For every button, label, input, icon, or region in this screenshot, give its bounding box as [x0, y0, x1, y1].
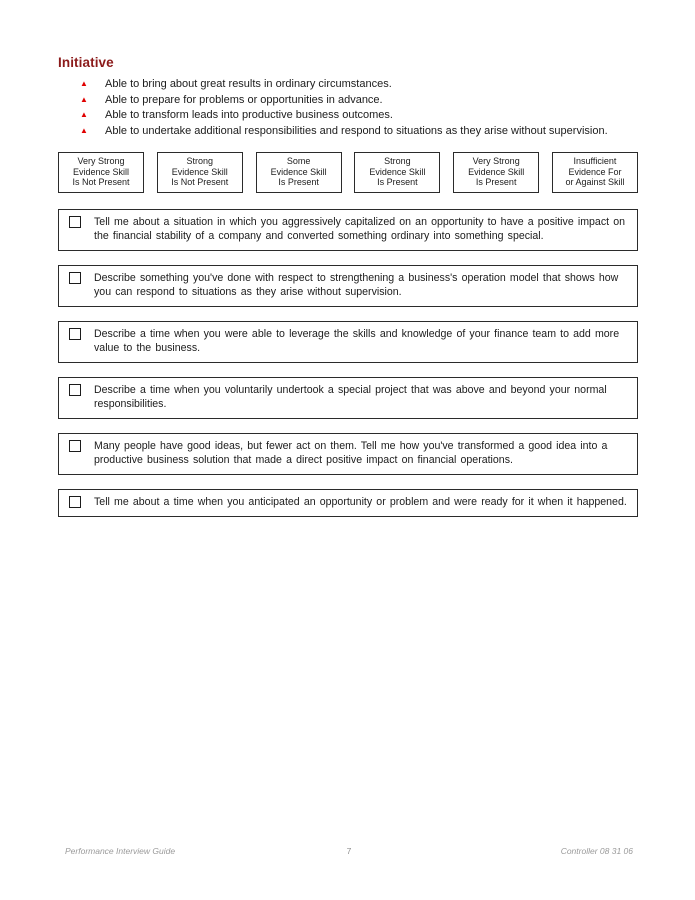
- question-box: [58, 209, 638, 251]
- checkbox-icon[interactable]: [69, 440, 81, 452]
- rating-box-line: Is Not Present: [171, 177, 229, 187]
- question-text: Tell me about a situation in which you aggressively capitalized on an opportunity to have a positive impact on the financial stability of a company and converted something ordinary into something special.: [94, 215, 625, 242]
- question-box: [58, 489, 638, 517]
- list-item: [58, 124, 638, 139]
- rating-box-line: Very Strong: [77, 156, 125, 166]
- rating-box-line: Is Not Present: [72, 177, 130, 187]
- checkbox-icon[interactable]: [69, 328, 81, 340]
- bullet-text: Able to bring about great results in ordinary circumstances.: [105, 78, 392, 90]
- rating-box-line: Evidence Skill: [270, 166, 327, 177]
- rating-box-line: Is Present: [475, 177, 517, 187]
- footer-doc-title: Performance Interview Guide: [65, 846, 176, 856]
- triangle-bullet-icon: ▲: [80, 94, 88, 104]
- rating-box-very-strong-not-present: [58, 152, 144, 193]
- rating-box-line: or Against Skill: [565, 177, 625, 187]
- rating-box-insufficient-evidence: [552, 152, 638, 193]
- page-content: [58, 55, 638, 531]
- rating-box-line: Strong: [186, 156, 214, 166]
- page-footer: [65, 846, 633, 856]
- rating-box-line: Is Present: [377, 177, 418, 187]
- triangle-bullet-icon: ▲: [80, 79, 88, 88]
- question-box: [58, 377, 638, 419]
- checkbox-icon[interactable]: [69, 384, 81, 396]
- rating-box-line: Evidence Skill: [369, 166, 426, 177]
- rating-box-line: Evidence Skill: [72, 166, 130, 177]
- rating-box-line: Is Present: [278, 177, 319, 187]
- rating-box-line: Evidence For: [568, 166, 622, 177]
- rating-box-strong-present: [354, 152, 440, 193]
- rating-scale-row: [58, 152, 638, 193]
- bullet-text: Able to transform leads into productive business outcomes.: [105, 109, 393, 121]
- rating-box-some-present: [256, 152, 342, 193]
- triangle-bullet-icon: ▲: [80, 110, 88, 119]
- rating-box-line: Evidence Skill: [468, 166, 525, 177]
- question-text: Describe a time when you were able to leverage the skills and knowledge of your finance team to add more value to the business.: [94, 327, 620, 354]
- rating-box-line: Evidence Skill: [171, 166, 228, 177]
- list-item: [58, 108, 638, 123]
- rating-box-very-strong-present: [453, 152, 539, 193]
- rating-box-line: Strong: [384, 156, 411, 166]
- rating-box-line: Some: [286, 156, 311, 166]
- bullet-list: [58, 77, 638, 138]
- footer-doc-version: Controller 08 31 06: [560, 846, 633, 856]
- bullet-text: Able to undertake additional responsibilities and respond to situations as they arise without supervision.: [105, 124, 608, 137]
- question-text: Describe something you've done with respect to strengthening a business's operation model that shows how you can respond to situations as they arise without supervision.: [94, 271, 619, 298]
- checkbox-icon[interactable]: [69, 216, 81, 228]
- rating-box-line: Insufficient: [573, 156, 617, 166]
- triangle-bullet-icon: ▲: [80, 125, 88, 135]
- list-item: [58, 77, 638, 92]
- rating-box-strong-not-present: [157, 152, 243, 193]
- bullet-text: Able to prepare for problems or opportunities in advance.: [105, 93, 383, 106]
- list-item: [58, 93, 638, 108]
- question-text: Describe a time when you voluntarily undertook a special project that was above and beyond your normal responsibilities.: [94, 383, 607, 410]
- checkbox-icon[interactable]: [69, 496, 81, 508]
- question-box: [58, 265, 638, 307]
- question-text: Many people have good ideas, but fewer act on them. Tell me how you've transformed a good idea into a productive business solution that made a direct positive impact on financial operations.: [94, 439, 608, 466]
- page-title: Initiative: [58, 55, 114, 70]
- rating-box-line: Very Strong: [472, 156, 520, 166]
- question-box: [58, 321, 638, 363]
- footer-page-number: 7: [346, 846, 352, 856]
- checkbox-icon[interactable]: [69, 272, 81, 284]
- question-text: Tell me about a time when you anticipated an opportunity or problem and were ready for it when it happened.: [94, 495, 627, 508]
- question-box: [58, 433, 638, 475]
